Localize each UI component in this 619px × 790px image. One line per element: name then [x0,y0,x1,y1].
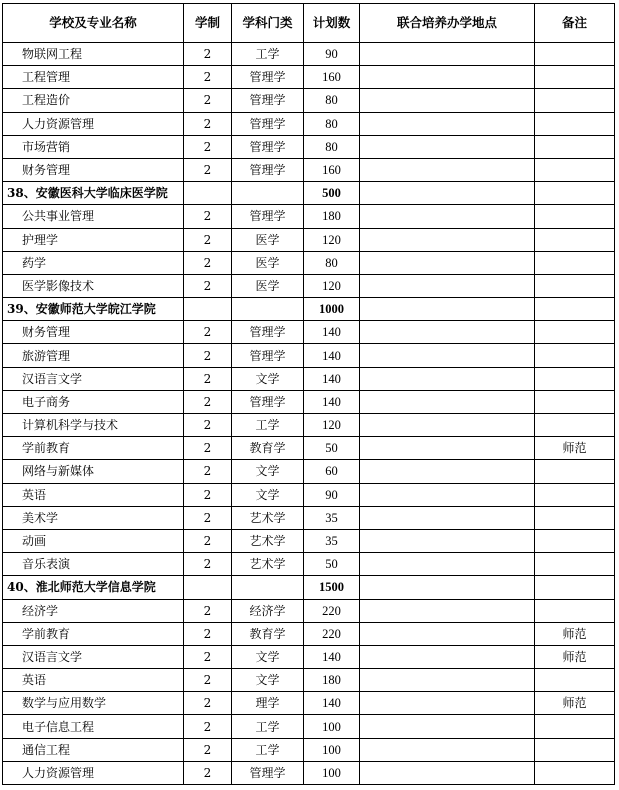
cell-name: 公共事业管理 [3,205,184,228]
cell-location [360,205,535,228]
cell-location [360,645,535,668]
cell-years: 2 [184,761,232,784]
table-row [3,761,615,784]
table-row [3,321,615,344]
cell-name: 39、安徽师范大学皖江学院 [3,298,184,321]
cell-name: 数学与应用数学 [3,692,184,715]
table-row [3,460,615,483]
cell-plan: 35 [304,506,360,529]
cell-location [360,669,535,692]
school-row [3,298,615,321]
cell-remark [535,715,615,738]
cell-location [360,89,535,112]
cell-name: 人力资源管理 [3,761,184,784]
table-row [3,553,615,576]
cell-location [360,43,535,66]
cell-location [360,251,535,274]
cell-name: 工程造价 [3,89,184,112]
cell-years: 2 [184,599,232,622]
cell-remark [535,367,615,390]
cell-remark [535,66,615,89]
cell-location [360,599,535,622]
cell-name: 电子信息工程 [3,715,184,738]
cell-category: 管理学 [232,205,304,228]
table-row [3,483,615,506]
cell-years: 2 [184,274,232,297]
cell-plan: 50 [304,437,360,460]
cell-plan: 160 [304,158,360,181]
cell-plan: 100 [304,761,360,784]
table-row [3,228,615,251]
header-location: 联合培养办学地点 [360,4,535,43]
cell-location [360,553,535,576]
cell-category: 工学 [232,738,304,761]
cell-years [184,182,232,205]
cell-category: 艺术学 [232,506,304,529]
cell-remark [535,251,615,274]
table-row [3,529,615,552]
cell-remark [535,390,615,413]
cell-plan: 1500 [304,576,360,599]
cell-years: 2 [184,66,232,89]
cell-category: 艺术学 [232,553,304,576]
cell-years: 2 [184,112,232,135]
cell-years: 2 [184,483,232,506]
cell-location [360,66,535,89]
cell-plan: 90 [304,43,360,66]
cell-years: 2 [184,321,232,344]
cell-location [360,692,535,715]
cell-remark [535,344,615,367]
school-row [3,182,615,205]
cell-plan: 140 [304,692,360,715]
cell-name: 工程管理 [3,66,184,89]
cell-category: 医学 [232,228,304,251]
cell-remark [535,43,615,66]
cell-category: 教育学 [232,437,304,460]
cell-name: 旅游管理 [3,344,184,367]
cell-remark: 师范 [535,622,615,645]
cell-remark [535,135,615,158]
cell-location [360,761,535,784]
cell-years [184,576,232,599]
cell-plan: 140 [304,321,360,344]
cell-years: 2 [184,692,232,715]
header-years: 学制 [184,4,232,43]
cell-plan: 500 [304,182,360,205]
cell-category: 管理学 [232,321,304,344]
cell-category: 管理学 [232,344,304,367]
cell-category: 管理学 [232,112,304,135]
cell-location [360,483,535,506]
cell-name: 财务管理 [3,158,184,181]
cell-name: 通信工程 [3,738,184,761]
cell-name: 物联网工程 [3,43,184,66]
cell-years: 2 [184,738,232,761]
cell-category: 医学 [232,274,304,297]
school-row [3,576,615,599]
header-category: 学科门类 [232,4,304,43]
table-body [3,43,615,785]
cell-plan: 1000 [304,298,360,321]
cell-years [184,298,232,321]
table-row [3,715,615,738]
cell-remark [535,506,615,529]
cell-category: 文学 [232,483,304,506]
cell-remark [535,112,615,135]
table-row [3,158,615,181]
cell-location [360,506,535,529]
enrollment-plan-table [2,3,615,785]
cell-remark [535,321,615,344]
cell-remark: 师范 [535,645,615,668]
cell-remark [535,460,615,483]
cell-name: 英语 [3,669,184,692]
cell-remark [535,158,615,181]
cell-location [360,228,535,251]
table-row [3,344,615,367]
cell-location [360,158,535,181]
cell-name: 财务管理 [3,321,184,344]
cell-location [360,135,535,158]
cell-plan: 80 [304,89,360,112]
cell-remark [535,599,615,622]
cell-plan: 120 [304,274,360,297]
cell-category: 管理学 [232,761,304,784]
table-row [3,135,615,158]
cell-category [232,298,304,321]
cell-plan: 80 [304,112,360,135]
cell-name: 动画 [3,529,184,552]
cell-category: 文学 [232,669,304,692]
cell-category: 管理学 [232,66,304,89]
table-row [3,437,615,460]
table-row [3,645,615,668]
cell-years: 2 [184,529,232,552]
cell-name: 汉语言文学 [3,367,184,390]
cell-plan: 80 [304,135,360,158]
cell-category: 教育学 [232,622,304,645]
cell-location [360,182,535,205]
cell-years: 2 [184,390,232,413]
cell-location [360,112,535,135]
cell-remark [535,669,615,692]
cell-plan: 60 [304,460,360,483]
cell-years: 2 [184,135,232,158]
cell-years: 2 [184,669,232,692]
cell-years: 2 [184,622,232,645]
cell-plan: 120 [304,414,360,437]
cell-name: 38、安徽医科大学临床医学院 [3,182,184,205]
cell-years: 2 [184,205,232,228]
cell-location [360,529,535,552]
table-row [3,112,615,135]
cell-name: 药学 [3,251,184,274]
cell-remark: 师范 [535,692,615,715]
cell-remark [535,182,615,205]
cell-years: 2 [184,645,232,668]
cell-remark [535,89,615,112]
table-row [3,367,615,390]
header-name: 学校及专业名称 [3,4,184,43]
table-row [3,89,615,112]
cell-plan: 90 [304,483,360,506]
cell-name: 网络与新媒体 [3,460,184,483]
cell-category: 管理学 [232,89,304,112]
cell-years: 2 [184,344,232,367]
table-row [3,251,615,274]
table-row [3,414,615,437]
table-row [3,599,615,622]
cell-category [232,182,304,205]
cell-years: 2 [184,506,232,529]
cell-name: 汉语言文学 [3,645,184,668]
cell-remark [535,738,615,761]
cell-years: 2 [184,251,232,274]
cell-location [360,344,535,367]
table-row [3,390,615,413]
cell-years: 2 [184,553,232,576]
table-row [3,692,615,715]
cell-plan: 140 [304,344,360,367]
cell-name: 学前教育 [3,622,184,645]
cell-remark [535,529,615,552]
cell-plan: 140 [304,367,360,390]
cell-remark [535,414,615,437]
cell-location [360,437,535,460]
cell-years: 2 [184,367,232,390]
cell-category: 管理学 [232,135,304,158]
cell-plan: 220 [304,622,360,645]
table-row [3,622,615,645]
cell-remark [535,576,615,599]
cell-plan: 35 [304,529,360,552]
cell-name: 人力资源管理 [3,112,184,135]
cell-category: 艺术学 [232,529,304,552]
cell-category: 管理学 [232,158,304,181]
cell-plan: 160 [304,66,360,89]
table-header-row [3,4,615,43]
cell-plan: 140 [304,390,360,413]
cell-remark [535,761,615,784]
cell-category: 理学 [232,692,304,715]
table-row [3,669,615,692]
cell-name: 电子商务 [3,390,184,413]
cell-name: 学前教育 [3,437,184,460]
cell-plan: 100 [304,738,360,761]
table-row [3,274,615,297]
cell-plan: 100 [304,715,360,738]
cell-name: 美术学 [3,506,184,529]
cell-years: 2 [184,437,232,460]
cell-years: 2 [184,460,232,483]
table-row [3,506,615,529]
cell-remark [535,228,615,251]
cell-plan: 220 [304,599,360,622]
cell-category: 工学 [232,414,304,437]
cell-years: 2 [184,158,232,181]
header-remark: 备注 [535,4,615,43]
cell-name: 音乐表演 [3,553,184,576]
cell-plan: 180 [304,669,360,692]
cell-remark [535,553,615,576]
cell-category: 文学 [232,645,304,668]
cell-years: 2 [184,228,232,251]
cell-name: 英语 [3,483,184,506]
cell-plan: 50 [304,553,360,576]
cell-category: 经济学 [232,599,304,622]
table-row [3,205,615,228]
cell-location [360,390,535,413]
cell-category: 文学 [232,367,304,390]
table-row [3,738,615,761]
cell-category: 医学 [232,251,304,274]
cell-location [360,367,535,390]
cell-category: 管理学 [232,390,304,413]
cell-location [360,321,535,344]
cell-location [360,460,535,483]
cell-plan: 140 [304,645,360,668]
cell-remark: 师范 [535,437,615,460]
cell-location [360,414,535,437]
cell-years: 2 [184,89,232,112]
cell-remark [535,298,615,321]
cell-remark [535,483,615,506]
cell-years: 2 [184,43,232,66]
cell-name: 40、淮北师范大学信息学院 [3,576,184,599]
cell-location [360,622,535,645]
cell-name: 市场营销 [3,135,184,158]
table-row [3,66,615,89]
cell-years: 2 [184,715,232,738]
cell-remark [535,205,615,228]
header-plan: 计划数 [304,4,360,43]
cell-years: 2 [184,414,232,437]
cell-name: 护理学 [3,228,184,251]
cell-location [360,298,535,321]
cell-location [360,274,535,297]
cell-category: 工学 [232,43,304,66]
cell-name: 经济学 [3,599,184,622]
cell-name: 医学影像技术 [3,274,184,297]
cell-location [360,576,535,599]
cell-name: 计算机科学与技术 [3,414,184,437]
cell-plan: 180 [304,205,360,228]
cell-category: 文学 [232,460,304,483]
cell-plan: 80 [304,251,360,274]
cell-remark [535,274,615,297]
cell-plan: 120 [304,228,360,251]
cell-category [232,576,304,599]
table-row [3,43,615,66]
cell-category: 工学 [232,715,304,738]
cell-location [360,715,535,738]
cell-location [360,738,535,761]
